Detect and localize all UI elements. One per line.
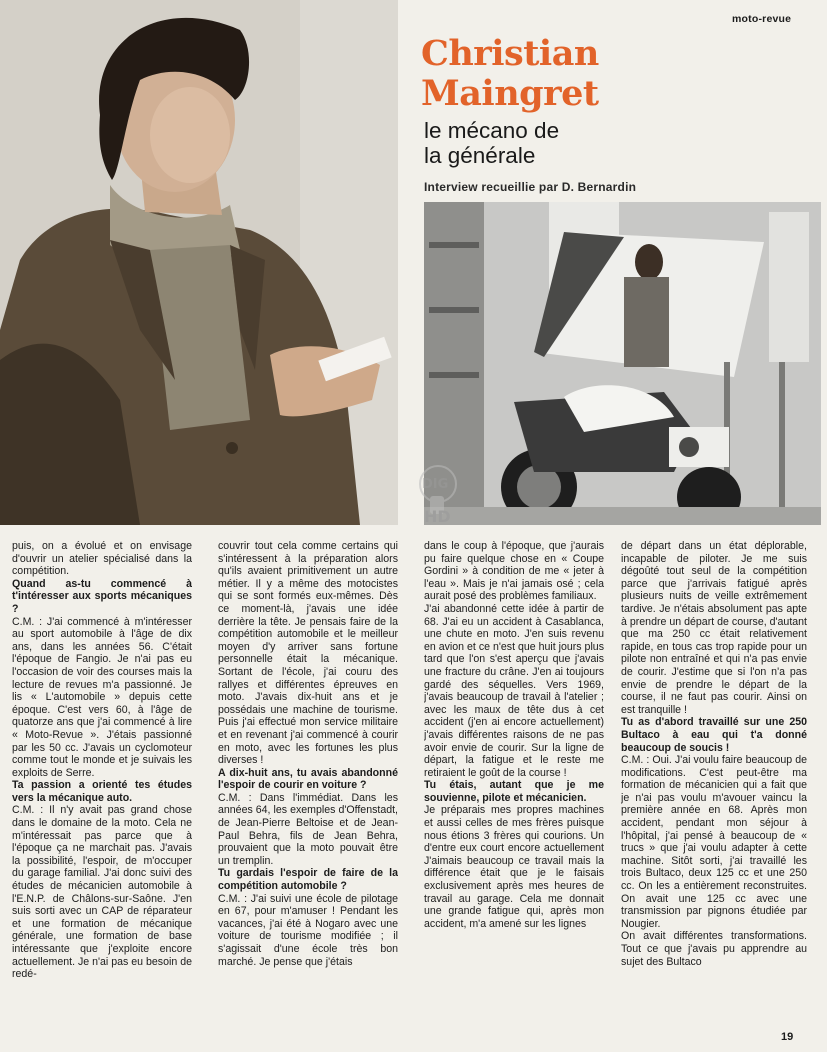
title-line-2: Maingret	[421, 73, 599, 114]
interview-question: A dix-huit ans, tu avais abandonné l'espoir de courir en voiture ?	[218, 766, 398, 792]
paragraph: puis, on a évolué et on envisage d'ouvrir un atelier spécialisé dans la compétition.	[12, 540, 192, 578]
text-column-2	[218, 540, 398, 1035]
watermark-text-1: DIG	[422, 477, 449, 492]
portrait-photo	[0, 0, 398, 525]
byline: Interview recueillie par D. Bernardin	[424, 180, 637, 194]
paragraph: dans le coup à l'époque, que j'aurais pu faire quelque chose en « Coupe Gordini » à condition de me « jeter à l'eau ». Mais je n'ai jamais osé ; cela aurait posé des problèmes familiaux.	[424, 540, 604, 603]
text-column-3	[424, 540, 604, 1035]
subtitle-line-1: le mécano de	[424, 118, 560, 143]
section-label: moto-revue	[732, 13, 792, 25]
paragraph: de départ dans un état déplorable, incapable de piloter. Je me suis dégoûté tout seul de la compétition parce que j'arrivais fatigué après plusieurs nuits de veille extrêmement tardive. Je n'étais absolument pas apte à prendre un départ de course, d'autant que ma 250 cc était relativement rapide, en tous cas trop rapide pour un pilote non entraîné et qui n'a pas envie de courir. J'estime que si l'on n'a pas envie de prendre le départ de la course, il ne faut pas courir. Ainsi on est tranquille !	[621, 540, 807, 716]
interview-question: Tu as d'abord travaillé sur une 250 Bultaco à eau qui t'a donné beaucoup de soucis !	[621, 716, 807, 754]
paragraph: couvrir tout cela comme certains qui s'intéressent à la préparation alors qu'ils avaient primitivement un autre métier. Il y a même des motocistes qui se sont formés eux-mêmes. Dès ce moment-là, j'avais une idée derrière la tête. Je pensais faire de la compétition automobile et le meilleur moyen d'y arriver sans fortune personnelle était la mécanique. Sortant de l'école, j'ai couru des rallyes et différentes épreuves en moto. J'avais dix-huit ans et je possédais une machine de tourisme. Puis j'ai effectué mon service militaire et en revenant j'ai commencé à courir en moto, avec les fortunes les plus diverses !	[218, 540, 398, 767]
paragraph: Je préparais mes propres machines et aussi celles de mes frères puisque nous étions 3 frères qui courions. Un d'entre eux court encore actuellement J'aimais beaucoup ce travail mais la différence était que je le faisais exclusivement après mes heures de travail au garage. Cela me donnait une grande fatigue qui, après mon accident, m'a amené sur les lignes	[424, 804, 604, 930]
subtitle-line-2: la générale	[424, 143, 536, 168]
paragraph: C.M. : J'ai commencé à m'intéresser au sport automobile à l'âge de dix ans, dans les années 56. C'était l'époque de Fangio. Je n'ai pas eu l'occasion de voir des courses mais la lecture de revues m'a passionné. Je lis « L'automobile » depuis cette époque. C'est vers 60, à l'âge de quatorze ans que j'ai commencé à lire « Moto-Revue ». J'étais passionné par les 50 cc. J'avais un cyclomoteur comme tout le monde et je suivais les exploits de Serre.	[12, 615, 192, 779]
interview-question: Quand as-tu commencé à t'intéresser aux sports mécaniques ?	[12, 577, 192, 615]
interview-question: Ta passion a orienté tes études vers la mécanique auto.	[12, 779, 192, 804]
paragraph: C.M. : Oui. J'ai voulu faire beaucoup de modifications. C'est peut-être ma formation de mécanicien qui a fait que je n'ai pas voulu m'avouer vaincu la première année en 68. Après mon accident, pendant mon séjour à l'hôpital, j'ai pensé à beaucoup de « trucs » que j'ai voulu adapter à cette machine. Sitôt sorti, j'ai travaillé les trois Bultaco, deux 125 cc et une 250 cc. On les a entièrement reconstruites. On avait une 125 cc avec une transmission par pignons étudiée par Nougier.	[621, 754, 807, 930]
article-title	[421, 34, 671, 114]
interview-question: Tu gardais l'espoir de faire de la compétition automobile ?	[218, 867, 398, 893]
text-column-1	[12, 540, 192, 1035]
title-line-1: Christian	[421, 33, 599, 74]
paragraph: J'ai abandonné cette idée à partir de 68. J'ai eu un accident à Casablanca, une chute en moto. J'en suis revenu en avion et ce n'est que huit jours plus tard que l'on s'est aperçu que j'avais une fracture du crâne. J'en ai toujours gardé des séquelles. Vers 1969, j'avais beaucoup de travail à l'atelier ; avec les maux de tête dus à cet accident (j'en ai encore actuellement) j'avais différentes raisons de ne pas avoir envie de courir. Sur la ligne de départ, la fatigue et le reste me retiraient le goût de la course !	[424, 602, 604, 779]
watermark	[416, 462, 472, 524]
article-subtitle	[424, 118, 704, 168]
page-number: 19	[781, 1031, 794, 1043]
text-column-4	[621, 540, 807, 1035]
paragraph: C.M. : Dans l'immédiat. Dans les années 64, les exemples d'Offenstadt, de Jean-Pierre Beltoise et de Jean-Paul Behra, fils de Jean Behra, prouvaient que la moto pouvait être un tremplin.	[218, 791, 398, 867]
workshop-photo	[424, 202, 821, 525]
watermark-text-2: HD	[424, 507, 451, 524]
interview-question: Tu étais, autant que je me souvienne, pilote et mécanicien.	[424, 779, 604, 804]
paragraph: C.M. : J'ai suivi une école de pilotage en 67, pour m'amuser ! Pendant les vacances, j'ai été à Nogaro avec une voiture de tourisme modifiée ; il s'agissait d'une école très bon marché. Je pense que j'étais	[218, 892, 398, 968]
paragraph: C.M. : Il n'y avait pas grand chose dans le domaine de la moto. Cela ne m'intéressait pas parce que à l'époque ça ne marchait pas. J'avais la possibilité, l'espoir, de m'occuper du garage familial. J'ai donc suivi des études de mécanicien automobile à l'E.N.P. de Châlons-sur-Saône. J'en suis sorti avec un CAP de réparateur et une formation de mécanique générale, une formation de base intéressante que j'exploite encore actuellement. Je n'ai pas eu besoin de redé-	[12, 804, 192, 981]
paragraph: On avait différentes transformations. Tout ce que j'avais pu apprendre au sujet des Bultaco	[621, 930, 807, 968]
